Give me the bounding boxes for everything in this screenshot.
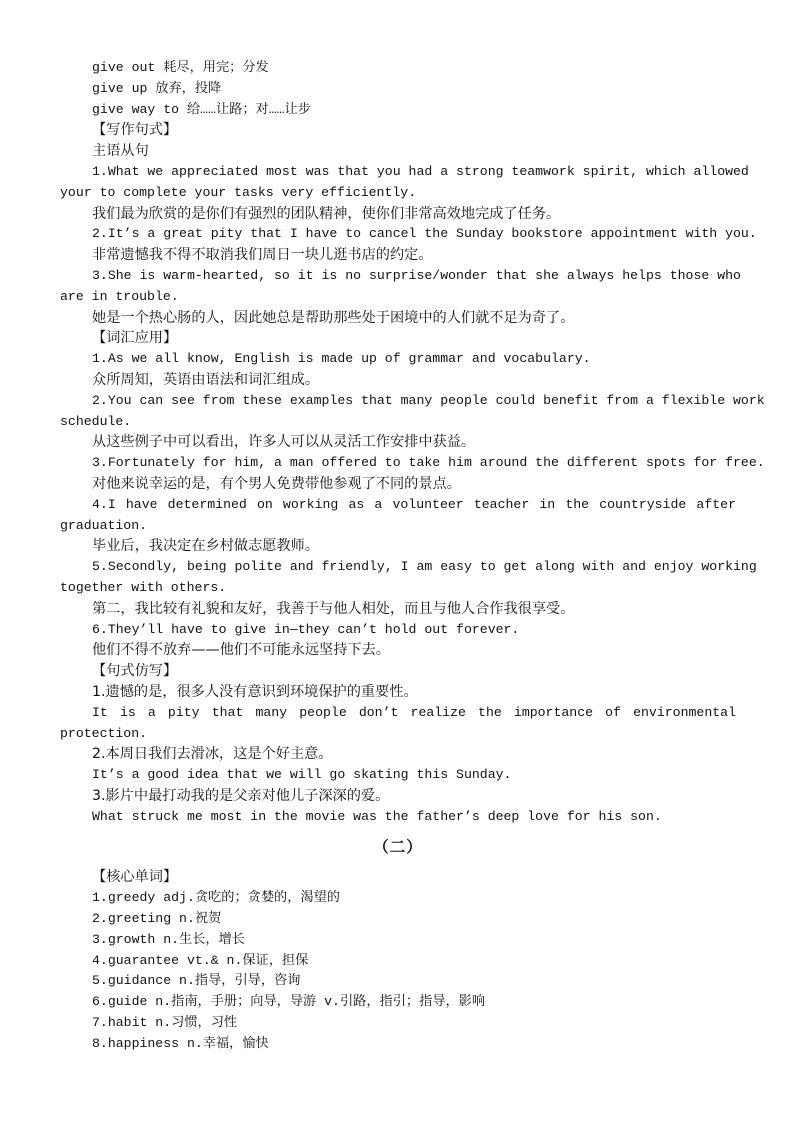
phrase-line: give out 耗尽，用完；分发	[92, 60, 269, 75]
imitation-zh: 2.本周日我们去滑冰，这是个好主意。	[92, 746, 333, 763]
core-word: 5.guidance n.指导，引导，咨询	[92, 973, 301, 989]
writing-en: 3.She is warm-hearted, so it is no surprise/wonder that she always helps those who	[92, 267, 741, 283]
vocab-zh: 他们不得不放弃——他们不可能永远坚持下去。	[92, 642, 390, 659]
writing-en: 1.What we appreciated most was that you had a strong teamwork spirit, which allowed	[92, 163, 749, 179]
vocab-en-cont: graduation.	[60, 517, 148, 533]
writing-en-cont: are in trouble.	[60, 288, 179, 304]
imitation-en-cont: protection.	[60, 725, 148, 741]
writing-zh: 非常遗憾我不得不取消我们周日一块儿逛书店的约定。	[92, 247, 433, 264]
imitation-en: What struck me most in the movie was the father’s deep love for his son.	[92, 808, 662, 824]
vocab-zh: 第二，我比较有礼貌和友好，我善于与他人相处，而且与他人合作我很享受。	[92, 600, 575, 617]
imitation-en: It’s a good idea that we will go skating this Sunday.	[92, 767, 512, 783]
vocab-en: 5.Secondly, being polite and friendly, I am easy to get along with and enjoy working	[92, 559, 757, 575]
vocab-en-cont: together with others.	[60, 579, 227, 595]
writing-en: 2.It’s a great pity that I have to cancel the Sunday bookstore appointment with you.	[92, 226, 757, 242]
imitation-heading: 【句式仿写】	[92, 663, 178, 680]
document-page	[60, 58, 765, 1055]
vocab-zh: 从这些例子中可以看出，许多人可以从灵活工作安排中获益。	[92, 434, 476, 451]
vocab-heading: 【词汇应用】	[92, 330, 178, 347]
writing-zh: 我们最为欣赏的是你们有强烈的团队精神，使你们非常高效地完成了任务。	[92, 205, 561, 222]
subject-clause-label: 主语从句	[92, 143, 149, 160]
writing-zh: 她是一个热心肠的人，因此她总是帮助那些处于困境中的人们就不足为奇了。	[92, 309, 575, 326]
core-word: 7.habit n.习惯，习性	[92, 1015, 238, 1031]
core-word: 8.happiness n.幸福，愉快	[92, 1035, 269, 1051]
phrase-line: give up 放弃，投降	[92, 80, 222, 96]
core-word: 4.guarantee vt.& n.保证，担保	[92, 952, 309, 968]
vocab-en: 4.I have determined on working as a volunteer teacher in the countryside after	[92, 496, 736, 512]
vocab-en: 2.You can see from these examples that many people could benefit from a flexible work	[92, 392, 765, 408]
writing-en-cont: your to complete your tasks very efficiently.	[60, 184, 417, 200]
vocab-zh: 对他来说幸运的是，有个男人免费带他参观了不同的景点。	[92, 475, 461, 492]
imitation-zh: 3.影片中最打动我的是父亲对他儿子深深的爱。	[92, 787, 390, 804]
vocab-zh: 众所周知，英语由语法和词汇组成。	[92, 371, 320, 388]
phrase-line: give way to 给……让路；对……让步	[92, 101, 311, 117]
vocab-en-cont: schedule.	[60, 413, 132, 429]
vocab-en: 6.They’ll have to give in—they can’t hold out forever.	[92, 621, 520, 637]
vocab-en: 3.Fortunately for him, a man offered to take him around the different spots for free.	[92, 455, 765, 471]
core-word: 3.growth n.生长，增长	[92, 931, 245, 947]
section-title: （二）	[373, 838, 423, 857]
writing-heading: 【写作句式】	[92, 122, 178, 139]
imitation-en: It is a pity that many people don’t realize the importance of environmental	[92, 704, 736, 720]
core-word: 2.greeting n.祝贺	[92, 911, 222, 927]
core-word: 1.greedy adj.贪吃的；贪婪的，渴望的	[92, 890, 340, 906]
core-word: 6.guide n.指南，手册；向导，导游 v.引路，指引；指导，影响	[92, 994, 486, 1010]
core-heading: 【核心单词】	[92, 869, 178, 886]
vocab-en: 1.As we all know, English is made up of grammar and vocabulary.	[92, 351, 591, 367]
vocab-zh: 毕业后，我决定在乡村做志愿教师。	[92, 538, 320, 555]
imitation-zh: 1.遗憾的是，很多人没有意识到环境保护的重要性。	[92, 683, 418, 700]
